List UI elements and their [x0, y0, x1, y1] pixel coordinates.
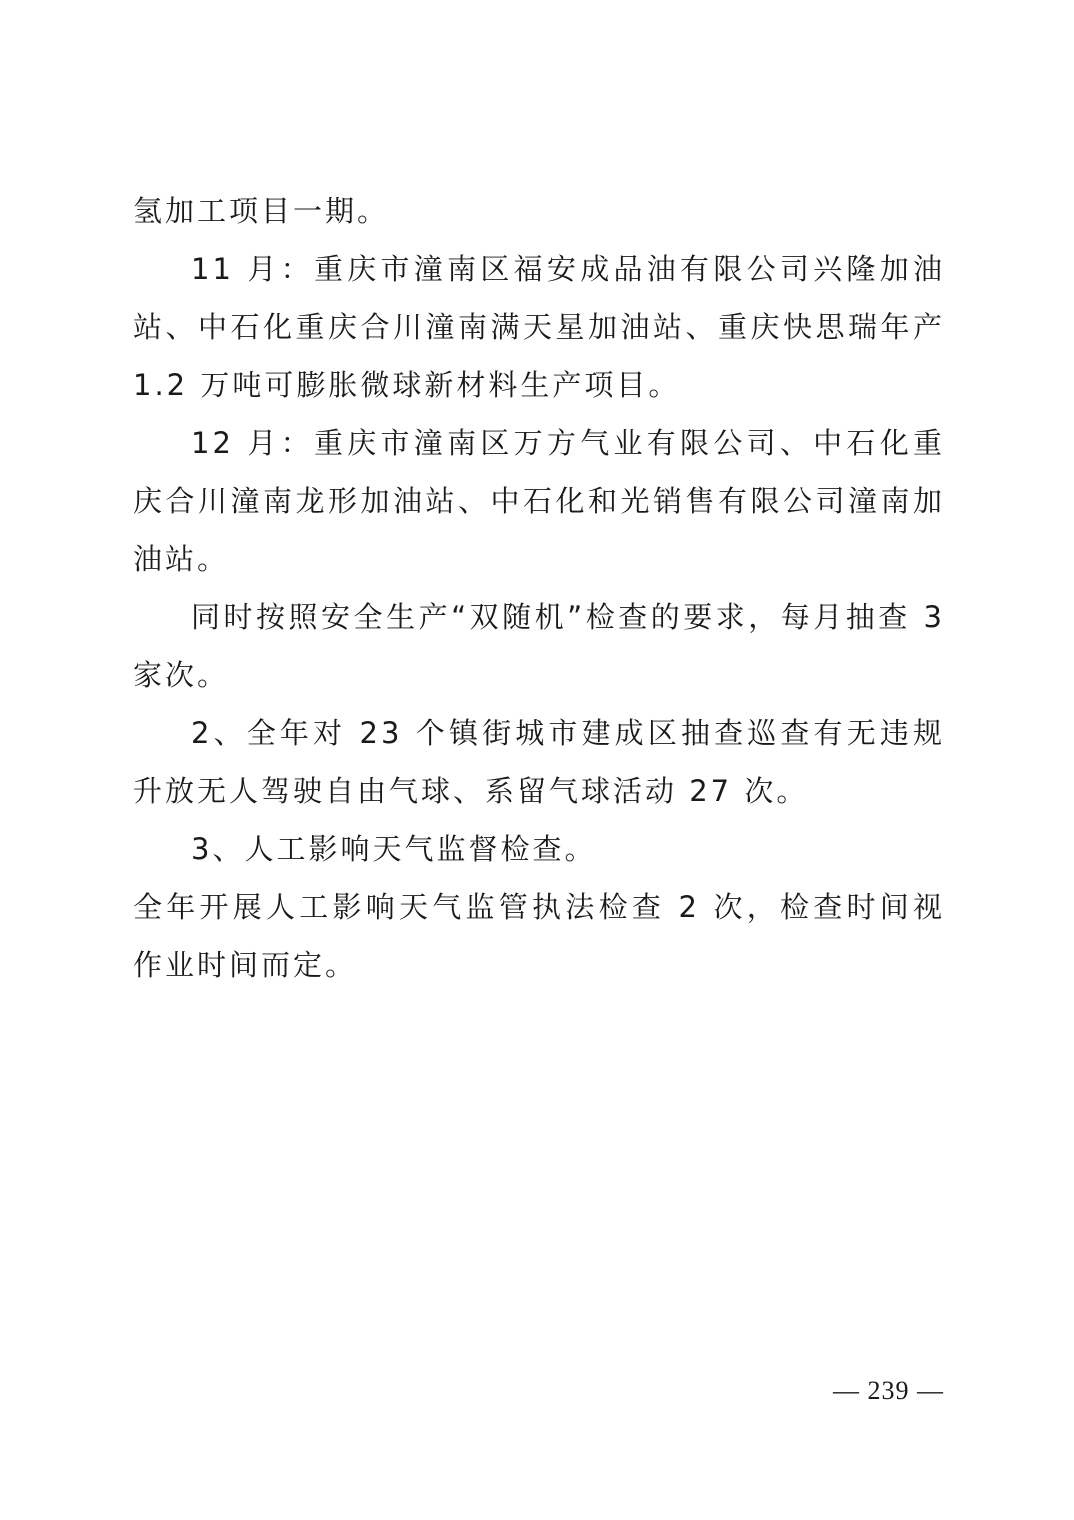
paragraph-item-2: 2、全年对 23 个镇街城市建成区抽查巡查有无违规升放无人驾驶自由气球、系留气球活动 27 次。	[133, 716, 945, 808]
paragraph-december: 12 月：重庆市潼南区万方气业有限公司、中石化重庆合川潼南龙形加油站、中石化和光销售有限公司潼南加油站。	[133, 426, 945, 576]
paragraph-random-inspection: 同时按照安全生产“双随机”检查的要求，每月抽查 3 家次。	[133, 600, 945, 692]
paragraph-november: 11 月：重庆市潼南区福安成品油有限公司兴隆加油站、中石化重庆合川潼南满天星加油站、重庆快思瑞年产 1.2 万吨可膨胀微球新材料生产项目。	[133, 252, 945, 402]
paragraph-continuation: 氢加工项目一期。	[133, 194, 390, 228]
page-number: — 239 —	[833, 1376, 944, 1405]
body-text	[133, 182, 945, 994]
paragraph-item-3: 3、人工影响天气监督检查。	[191, 832, 597, 866]
paragraph-weather-inspection: 全年开展人工影响天气监管执法检查 2 次，检查时间视作业时间而定。	[133, 890, 945, 982]
